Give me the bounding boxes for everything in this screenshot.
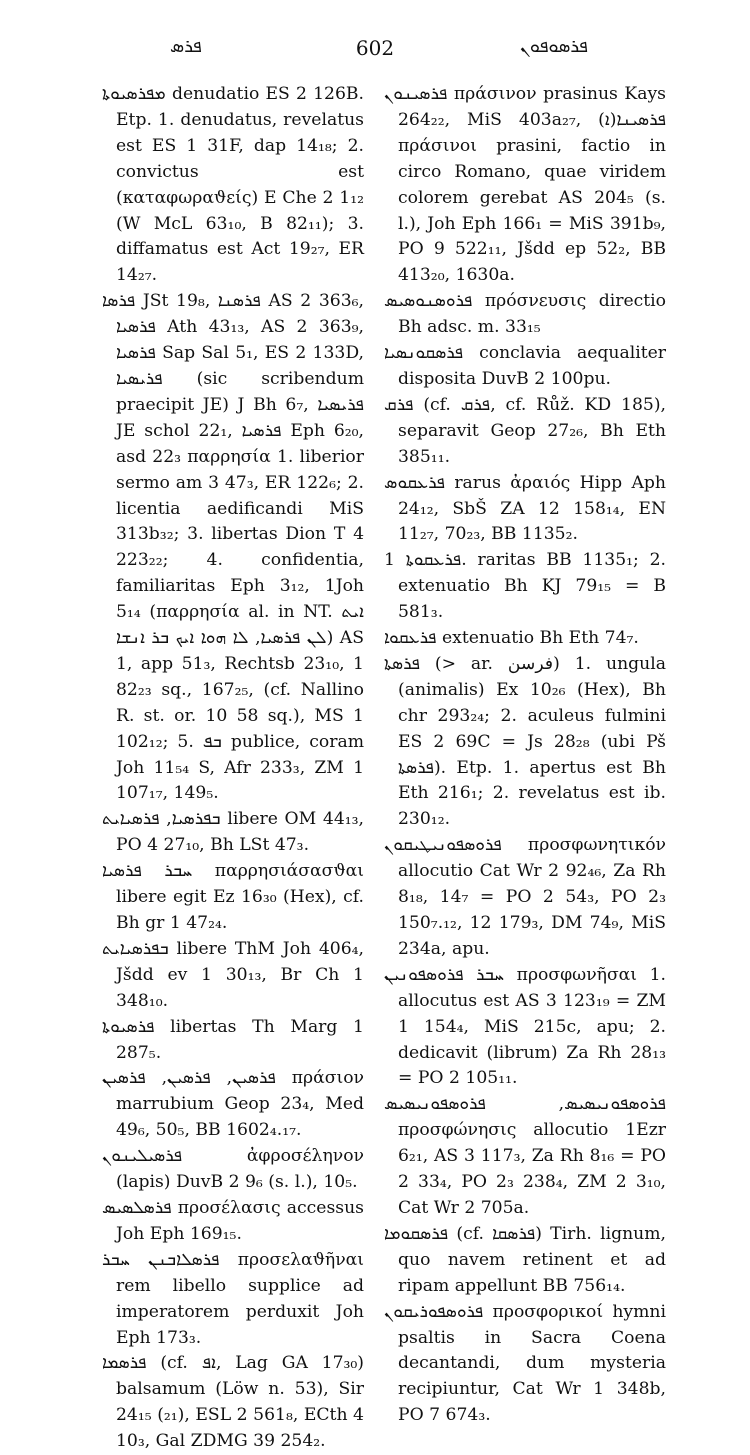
entry-conclavia: ܦܪܣܩܘܢܣܝܐ conclavia aequaliter disposita DuvB 2 100pu. [384,343,666,389]
entry-prosphorikoi: ܦܪܘܣܦܘܪܝܩܘܢ προσφορικοί hymni psaltis in Sacra Coena decantandi, dum mysteria recipiuntur, Cat Wr 1 348b, PO 7 674₃. [384,1301,666,1426]
entry-prosphonetikon: ܦܪܘܣܦܘܢܝܛܝܩܘܢ προσφωνητικόν allocutio Cat Wr 2 92₄₆, Za Rh 8₁₈, 14₇ = PO 2 54₃, PO 2₃ 150₇.₁₂, 12 179₃, DM 74₉, MiS 234a, apu. [384,835,666,959]
entry-proselasis: ܦܪܣܠܣܝܣ προσέλασις accessus Joh Eph 169₁₅. [102,1197,364,1244]
entry-extenuatio: ܦܪܥܩܘܐ extenuatio Bh Eth 74₇. [384,628,639,649]
entry-prosneusis: ܦܪܘܣܢܘܣܝܣ πρόσνευσις directio Bh adsc. m. 33₁₅ [384,291,666,338]
entry-ungula: ܦܪܣܬܐ (> ar. فرسن) 1. ungula (animalis) Ex 10₂₆ (Hex), Bh chr 293₂₄; 2. aculeus fulmini ES 2 69C = Js 28₂₈ (ubi Pš ܦܪܣܬܐ). Etp. 1. apertus est Bh Eth 216₁; 2. revelatus est ib. 230₁₂. [384,653,666,830]
entry-parrhesiasasthai: ܚܒܪ ܦܪܣܝܐ παρρησιάσασϑαι libere egit Ez 16₃₀ (Hex), cf. Bh gr 1 47₂₄. [102,861,364,933]
header-left-word: ܦܪܣ [170,36,202,57]
entry-libere: ܒܦܪܣܝܐܝܬ libere ThM Joh 406₄, Jšdd ev 1 30₁₃, Br Ch 1 348₁₀. [102,938,364,1011]
page-number: 602 [355,36,395,60]
entry-rarus: ܦܪܥܩܘܣ rarus ἀραιός Hipp Aph 24₁₂, SbŠ ZA 12 158₁₄, EN 11₂₇, 70₂₃, BB 1135₂. [384,472,666,545]
right-column [384,82,666,1429]
entry-balsamum: ܦܪܣܡܐ (cf. ܐܦ, Lag GA 17₃₀) balsamum (Löw n. 53), Sir 24₁₅ (₂₁), ESL 2 561₈, ECth 4 10₃, Gal ZDMG 39 254₂. [102,1353,364,1452]
entry-parrhesia: ܦܪܣܐ JSt 19₈, ܦܪܣܢܐ AS 2 363₆, ܦܪܣܝܐ Ath 43₁₃, AS 2 363₉, ܦܪܣܝܐ Sap Sal 5₁, ES 2 133D, ܦܪܝܣܝܐ (sic scribendum praecipit JE) J Bh 6₇, ܦܪܝܣܝܐ JE schol 22₁, ܦܪܣܝܐ Eph 6₂₀, asd 22₃ παρρησία 1. liberior sermo am 3 47₃, ER 122₆; 2. licentia aedificandi MiS 313b₃₂; 3. libertas Dion T 4 223₂₂; 4. confidentia, familiaritas Eph 3₁₂, 1Joh 5₁₄ (παρρησία al. in NT. ܐܝܬ ܠܢ ܦܪܣܝܐ, ܠܐ ܗܘܐ ܐܝܟ ܒܪ ܐܢܫܐ) AS 1, app 51₃, Rechtsb 23₁₀, 1 82₂₃ sq., 167₂₅, (cf. Nallino R. st. or. 10 58 sq.), MS 1 102₁₂; 5. ܒܦ publice, coram Joh 11₅₄ S, Afr 233₃, ZM 1 107₁₇, 149₅. [102,291,364,804]
entry-lignum: ܦܪܣܩܘܡܐ (cf. ܦܪܣܩܐ) Tirh. lignum, quo navem retinent et ad ripam appellunt BB 756₁₄. [384,1223,666,1296]
entry-raritas: ܦܪܥܩܘܬܐ 1. raritas BB 1135₁; 2. extenuatio Bh KJ 79₁₅ = B 581₃. [384,550,666,623]
entry-aphroselenon: ܦܪܣܝܠܝܢܘܢ ἀφροσέληνον (lapis) DuvB 2 9₆ (s. l.), 10₅. [102,1146,364,1193]
entry-denudatio: ܡܦܪܣܝܘܬܐ denudatio ES 2 126B. Etp. 1. denudatus, revelatus est ES 1 31F, dap 14₁₈; 2. convictus est (καταφωραϑείς) E Che 2 1₁₂ (W McL 63₁₀, B 82₁₁); 3. diffamatus est Act 19₂₇, ER 14₂₇. [102,84,364,286]
left-column [102,82,364,1455]
entry-libere-adv: ܒܦܪܣܝܐ, ܦܪܣܝܐܝܬ libere OM 44₁₃, PO 4 27₁₀, Bh LSt 47₃. [102,809,364,856]
entry-prasinon: ܦܪܣܝܢܘܢ πράσινον prasinus Kays 264₂₂, MiS 403a₂₇, (ܐ)ܦܪܣܝܢܐ πράσινοι prasini, factio in circo Romano, quae viridem colorem gerebat AS 204₅ (s. l.), Joh Eph 166₁ = MiS 391b₉, PO 9 522₁₁, Jšdd ep 52₂, BB 413₂₀, 1630a. [384,84,666,286]
page-header [0,36,750,66]
entry-proselathenai: ܦܪܣܠܐܒܢܢ ܚܒܪ προσελαϑῆναι rem libello supplice ad imperatorem perduxit Joh Eph 173₃. [102,1249,364,1348]
entry-libertas: ܦܪܣܝܘܬܐ libertas Th Marg 1 287₅. [102,1016,364,1063]
entry-prosphonesis: ܦܪܘܣܦܘܢܝܣܝܣ, ܦܪܘܣܦܘܢܝܣܝܣ προσφώνησις allocutio 1Ezr 6₂₁, AS 3 117₃, Za Rh 8₁₆ = PO 2 33₄, PO 2₃ 238₄, ZM 2 3₁₀, Cat Wr 2 705a. [384,1094,666,1218]
entry-prosphonesai: ܚܒܪ ܦܪܘܣܦܘܢܝܢ προσφωνῆσαι 1. allocutus est AS 3 123₁₉ = ZM 1 154₄, MiS 215c, apu; 2. dedicavit (librum) Za Rh 28₁₃ = PO 2 105₁₁. [384,964,666,1089]
entry-prasion: ܦܪܣܝܢ, ܦܪܣܝܢ, ܦܪܣܝܢ πράσιον marrubium Geop 23₄, Med 49₆, 50₅, BB 1602₄.₁₇. [102,1068,364,1141]
header-right-word: ܦܪܣܘܦܘܢ [520,36,588,57]
entry-separavit: ܦܪܩ (cf. ܦܪܩ, cf. Růž. KD 185), separavit Geop 27₂₆, Bh Eth 385₁₁. [384,394,666,467]
